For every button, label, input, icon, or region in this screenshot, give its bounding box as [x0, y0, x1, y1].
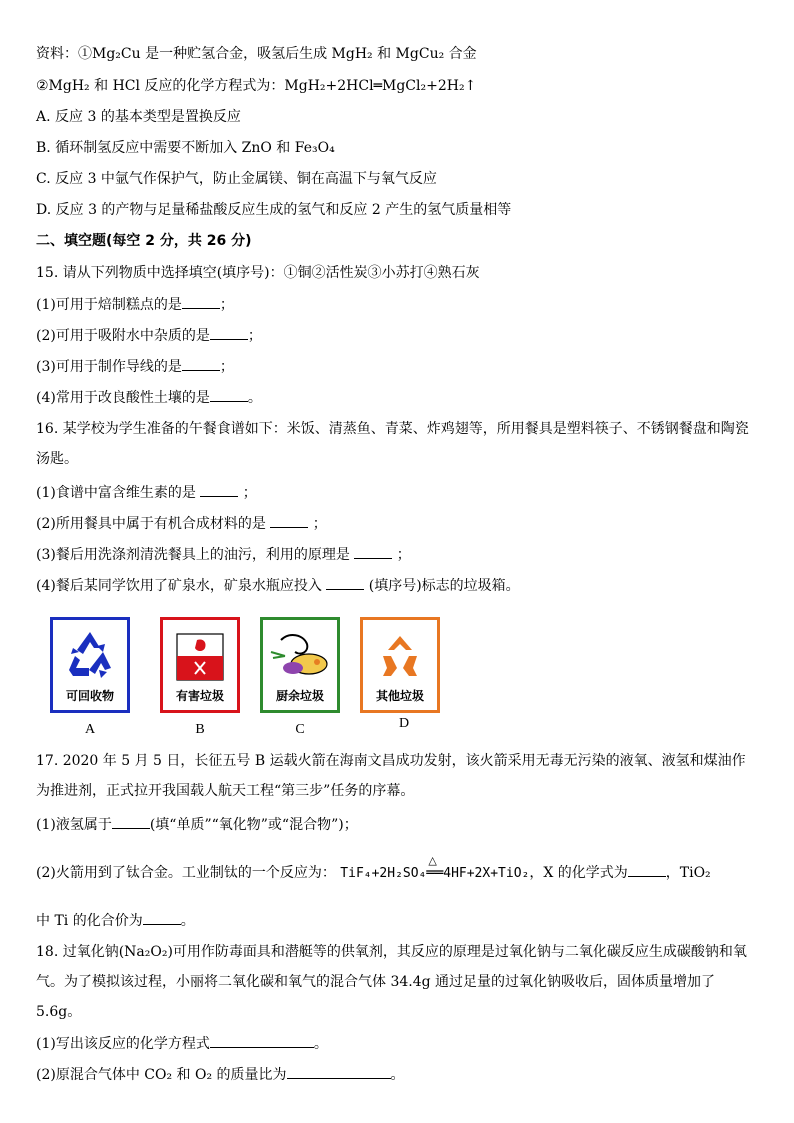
- q15-p4-text: (4)常用于改良酸性土壤的是: [36, 390, 210, 406]
- resource-line-2: ②MgH₂ 和 HCl 反应的化学方程式为：MgH₂+2HCl═MgCl₂+2H₂↑: [36, 78, 477, 94]
- q18-p2-text: (2)原混合气体中 CO₂ 和 O₂ 的质量比为: [36, 1067, 287, 1083]
- answer-blank[interactable]: [354, 544, 392, 559]
- other-waste-icon: [363, 626, 437, 686]
- q17-part-2-cont: [36, 910, 195, 931]
- equation-left: TiF₄+2H₂SO₄: [340, 866, 427, 881]
- answer-blank[interactable]: [210, 325, 248, 340]
- punct: ；: [219, 359, 234, 375]
- food-waste-icon: [263, 626, 337, 686]
- punct: ；: [242, 485, 257, 501]
- q16-part-3: [36, 544, 411, 565]
- q16-p4-text-a: (4)餐后某同学饮用了矿泉水，矿泉水瓶应投入: [36, 578, 322, 594]
- punct: ；: [247, 328, 262, 344]
- bin-letter-d: D: [398, 716, 410, 731]
- bin-caption: 可回收物: [65, 689, 114, 703]
- q15-part-4: [36, 387, 262, 408]
- answer-blank[interactable]: [182, 356, 220, 371]
- section-title: 二、填空题(每空 2 分，共 26 分): [36, 233, 252, 249]
- punct: 。: [180, 913, 195, 929]
- answer-blank[interactable]: [200, 482, 238, 497]
- equation-arrow: ══: [426, 865, 444, 881]
- q15-p2-text: (2)可用于吸附水中杂质的是: [36, 328, 210, 344]
- punct: 。: [390, 1067, 405, 1083]
- q15-part-2: [36, 325, 262, 346]
- answer-blank[interactable]: [143, 910, 181, 925]
- bin-letter-a: A: [84, 722, 96, 737]
- q15-part-1: [36, 294, 234, 315]
- q17-p2-text-a: (2)火箭用到了钛合金。工业制钛的一个反应为：: [36, 865, 336, 881]
- other-waste-bin: [360, 617, 440, 713]
- q17-part-2: [36, 854, 711, 884]
- q16-p3-text: (3)餐后用洗涤剂清洗餐具上的油污，利用的原理是: [36, 547, 350, 563]
- hazard-icon: [163, 626, 237, 686]
- bin-letter-b: B: [195, 722, 205, 737]
- q15-p1-text: (1)可用于焙制糕点的是: [36, 297, 182, 313]
- q18-p1-text: (1)写出该反应的化学方程式: [36, 1036, 210, 1052]
- answer-blank[interactable]: [326, 575, 364, 590]
- q17-p2-text-c: ，TiO₂: [665, 865, 711, 881]
- answer-blank[interactable]: [270, 513, 308, 528]
- bin-caption: 其他垃圾: [375, 689, 424, 703]
- answer-blank[interactable]: [287, 1064, 391, 1079]
- punct: ；: [396, 547, 411, 563]
- q17-p1-text-a: (1)液氢属于: [36, 817, 112, 833]
- punct: 。: [247, 390, 262, 406]
- answer-blank[interactable]: [112, 814, 150, 829]
- q17-part-1: [36, 814, 358, 835]
- q16-part-1: [36, 482, 257, 503]
- heat-condition: △: [428, 854, 437, 867]
- option-b: B. 循环制氢反应中需要不断加入 ZnO 和 Fe₃O₄: [36, 140, 335, 156]
- answer-blank[interactable]: [210, 1033, 314, 1048]
- q17-p2-text-d: 中 Ti 的化合价为: [36, 913, 143, 929]
- punct: ；: [219, 297, 234, 313]
- q16-part-2: [36, 513, 327, 534]
- bin-letter-c: C: [295, 722, 305, 737]
- answer-blank[interactable]: [210, 387, 248, 402]
- q16-stem: 16. 某学校为学生准备的午餐食谱如下：米饭、清蒸鱼、青菜、炸鸡翅等，所用餐具是塑料筷子、不锈钢餐盘和陶瓷汤匙。: [36, 421, 749, 467]
- q18-part-2: [36, 1064, 405, 1085]
- q17-p1-text-b: (填“单质”“氧化物”或“混合物”)；: [149, 817, 358, 833]
- answer-blank[interactable]: [628, 862, 666, 877]
- q15-part-3: [36, 356, 234, 377]
- q18-stem: 18. 过氧化钠(Na₂O₂)可用作防毒面具和潜艇等的供氧剂，其反应的原理是过氧化钠与二氧化碳反应生成碳酸钠和氧气。为了模拟该过程，小丽将二氧化碳和氧气的混合气体 34.4g 通过足量的过氧化钠吸收后，固体质量增加了 5.6g。: [36, 944, 747, 1020]
- punct: ；: [312, 516, 327, 532]
- hazardous-bin: [160, 617, 240, 713]
- recyclable-bin: [50, 617, 130, 713]
- q16-p2-text: (2)所用餐具中属于有机合成材料的是: [36, 516, 266, 532]
- option-d: D. 反应 3 的产物与足量稀盐酸反应生成的氢气和反应 2 产生的氢气质量相等: [36, 202, 512, 218]
- q17-p2-text-b: ，X 的化学式为: [529, 865, 628, 881]
- punct: 。: [313, 1036, 328, 1052]
- q15-stem: 15. 请从下列物质中选择填空(填序号)：①铜②活性炭③小苏打④熟石灰: [36, 265, 480, 281]
- q18-part-1: [36, 1033, 328, 1054]
- kitchen-waste-bin: [260, 617, 340, 713]
- bin-caption: 有害垃圾: [175, 689, 224, 703]
- recycle-icon: [53, 626, 127, 686]
- bin-caption: 厨余垃圾: [275, 689, 324, 703]
- q16-part-4: [36, 575, 520, 596]
- q17-stem: 17. 2020 年 5 月 5 日，长征五号 B 运载火箭在海南文昌成功发射，该火箭采用无毒无污染的液氧、液氢和煤油作为推进剂，正式拉开我国载人航天工程“第三步”任务的序幕。: [36, 753, 746, 799]
- equation-right: 4HF+2X+TiO₂: [443, 866, 530, 881]
- q16-p4-text-b: (填序号)标志的垃圾箱。: [368, 578, 520, 594]
- q16-p1-text: (1)食谱中富含维生素的是: [36, 485, 196, 501]
- answer-blank[interactable]: [182, 294, 220, 309]
- option-c: C. 反应 3 中氩气作保护气，防止金属镁、铜在高温下与氧气反应: [36, 171, 437, 187]
- option-a: A. 反应 3 的基本类型是置换反应: [36, 109, 241, 125]
- q15-p3-text: (3)可用于制作导线的是: [36, 359, 182, 375]
- resource-line-1: 资料：①Mg₂Cu 是一种贮氢合金，吸氢后生成 MgH₂ 和 MgCu₂ 合金: [36, 46, 477, 62]
